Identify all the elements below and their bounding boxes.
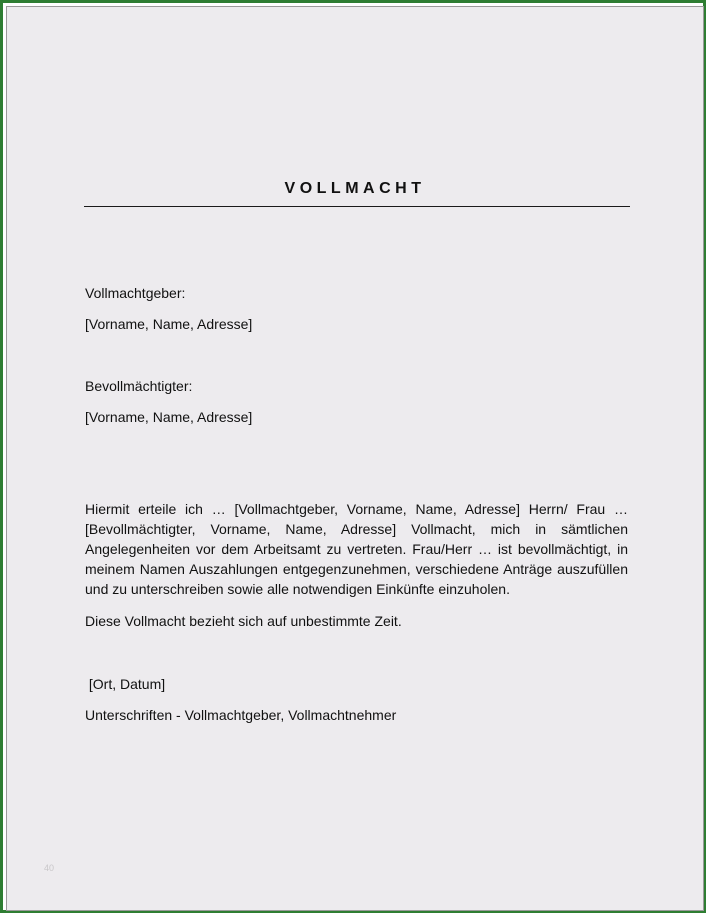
document-title: VOLLMACHT	[284, 180, 426, 197]
grantor-placeholder: [Vorname, Name, Adresse]	[85, 316, 253, 332]
duration-statement: Diese Vollmacht bezieht sich auf unbestimmte Zeit.	[85, 613, 402, 629]
document-page	[6, 6, 704, 911]
attorney-placeholder: [Vorname, Name, Adresse]	[85, 409, 253, 425]
body-paragraph: Hiermit erteile ich … [Vollmachtgeber, Vorname, Name, Adresse] Herrn/ Frau … [Bevollmächtigter, Vorname, Name, Adresse] Vollmacht, mich in sämtlichen Angelegenheiten vor dem Arbeitsamt zu vertreten. Frau/Herr … ist bevollmächtigt, in meinem Namen Auszahlungen entgegenzunehmen, verschiedene Anträge auszufüllen und zu unterschreiben sowie alle notwendigen Einkünfte einzuholen.	[85, 501, 628, 597]
place-date-placeholder: [Ort, Datum]	[85, 676, 166, 692]
grantor-label: Vollmachtgeber:	[85, 285, 186, 301]
page-number: 40	[44, 863, 55, 873]
title-underline	[84, 206, 630, 207]
attorney-label: Bevollmächtigter:	[85, 378, 193, 394]
signatures-line: Unterschriften - Vollmachtgeber, Vollmachtnehmer	[85, 707, 397, 723]
